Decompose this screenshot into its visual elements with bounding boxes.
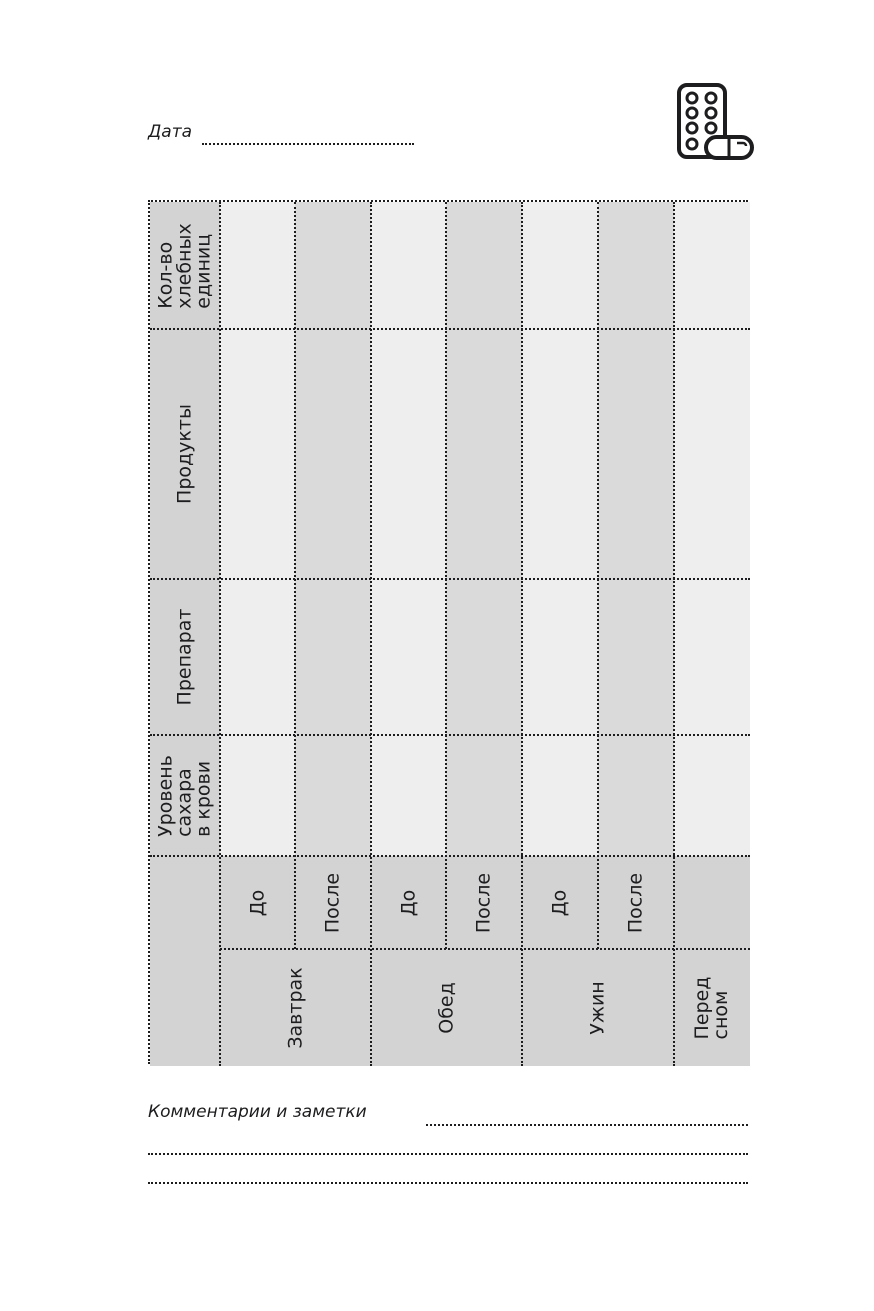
cell-lunch-before-sugar[interactable] (371, 735, 446, 856)
diary-table (148, 200, 748, 1064)
subheader-label: После (624, 872, 647, 933)
cell-dinner-after-medication[interactable] (598, 579, 674, 735)
cell-breakfast-before-sugar[interactable] (220, 735, 295, 856)
header-corner (150, 856, 220, 1066)
grid-hline (150, 855, 750, 857)
meal-label: Обед (435, 981, 457, 1034)
cell-lunch-after-bread[interactable] (446, 202, 522, 329)
cell-breakfast-after-products[interactable] (295, 329, 371, 579)
cell-breakfast-before-products[interactable] (220, 329, 295, 579)
cell-bedtime-products[interactable] (674, 329, 750, 579)
header-products-label: Продукты (173, 404, 196, 504)
cell-lunch-after-sugar[interactable] (446, 735, 522, 856)
grid-vline (597, 202, 599, 949)
pills-blister-icon (676, 82, 756, 162)
header-medication-label: Препарат (173, 608, 196, 706)
cell-dinner-before-sugar[interactable] (522, 735, 598, 856)
subheader-label: После (472, 872, 495, 933)
comments-label: Комментарии и заметки (148, 1102, 367, 1122)
meal-lunch (371, 949, 522, 1066)
cell-dinner-before-medication[interactable] (522, 579, 598, 735)
meal-label: Ужин (586, 980, 609, 1035)
meal-label: Завтрак (284, 966, 306, 1049)
subheader-breakfast-after (295, 856, 371, 949)
grid-hline (150, 578, 750, 580)
date-line[interactable] (202, 143, 414, 145)
comments-line[interactable] (148, 1153, 748, 1155)
cell-bedtime-bread[interactable] (674, 202, 750, 329)
subheader-lunch-after (446, 856, 522, 949)
subheader-label: До (397, 889, 419, 916)
cell-lunch-after-medication[interactable] (446, 579, 522, 735)
grid-hline (220, 948, 750, 950)
cell-bedtime-sugar[interactable] (674, 735, 750, 856)
header-products (150, 329, 220, 579)
meal-bedtime (674, 949, 750, 1066)
subheader-bedtime (674, 856, 750, 949)
cell-breakfast-before-medication[interactable] (220, 579, 295, 735)
cell-lunch-before-products[interactable] (371, 329, 446, 579)
grid-vline (673, 202, 675, 1066)
subheader-label: До (246, 889, 268, 916)
date-label: Дата (148, 122, 193, 142)
grid-vline (294, 202, 296, 949)
cell-breakfast-after-sugar[interactable] (295, 735, 371, 856)
subheader-label: После (321, 872, 344, 933)
meal-label: Перед сном (691, 976, 732, 1039)
grid-vline (445, 202, 447, 949)
meal-dinner (522, 949, 674, 1066)
grid-hline (150, 328, 750, 330)
grid-vline (370, 202, 372, 1066)
cell-dinner-before-products[interactable] (522, 329, 598, 579)
grid-vline (219, 202, 221, 1066)
cell-lunch-before-bread[interactable] (371, 202, 446, 329)
cell-lunch-before-medication[interactable] (371, 579, 446, 735)
subheader-dinner-before (522, 856, 598, 949)
cell-breakfast-before-bread[interactable] (220, 202, 295, 329)
header-blood-sugar (150, 735, 220, 856)
meal-breakfast (220, 949, 371, 1066)
comments-line[interactable] (148, 1182, 748, 1184)
header-bread-units-label: Кол-во хлебных единиц (154, 222, 215, 309)
cell-breakfast-after-bread[interactable] (295, 202, 371, 329)
cell-dinner-after-bread[interactable] (598, 202, 674, 329)
cell-bedtime-medication[interactable] (674, 579, 750, 735)
cell-dinner-after-sugar[interactable] (598, 735, 674, 856)
subheader-label: До (548, 889, 571, 916)
cell-breakfast-after-medication[interactable] (295, 579, 371, 735)
cell-lunch-after-products[interactable] (446, 329, 522, 579)
subheader-dinner-after (598, 856, 674, 949)
subheader-lunch-before (371, 856, 446, 949)
header-blood-sugar-label: Уровень сахара в крови (154, 754, 215, 837)
header-medication (150, 579, 220, 735)
comments-line[interactable] (426, 1124, 748, 1126)
cell-dinner-before-bread[interactable] (522, 202, 598, 329)
cell-dinner-after-products[interactable] (598, 329, 674, 579)
header-bread-units (150, 202, 220, 329)
subheader-breakfast-before (220, 856, 295, 949)
grid-vline (521, 202, 523, 1066)
grid-hline (150, 734, 750, 736)
